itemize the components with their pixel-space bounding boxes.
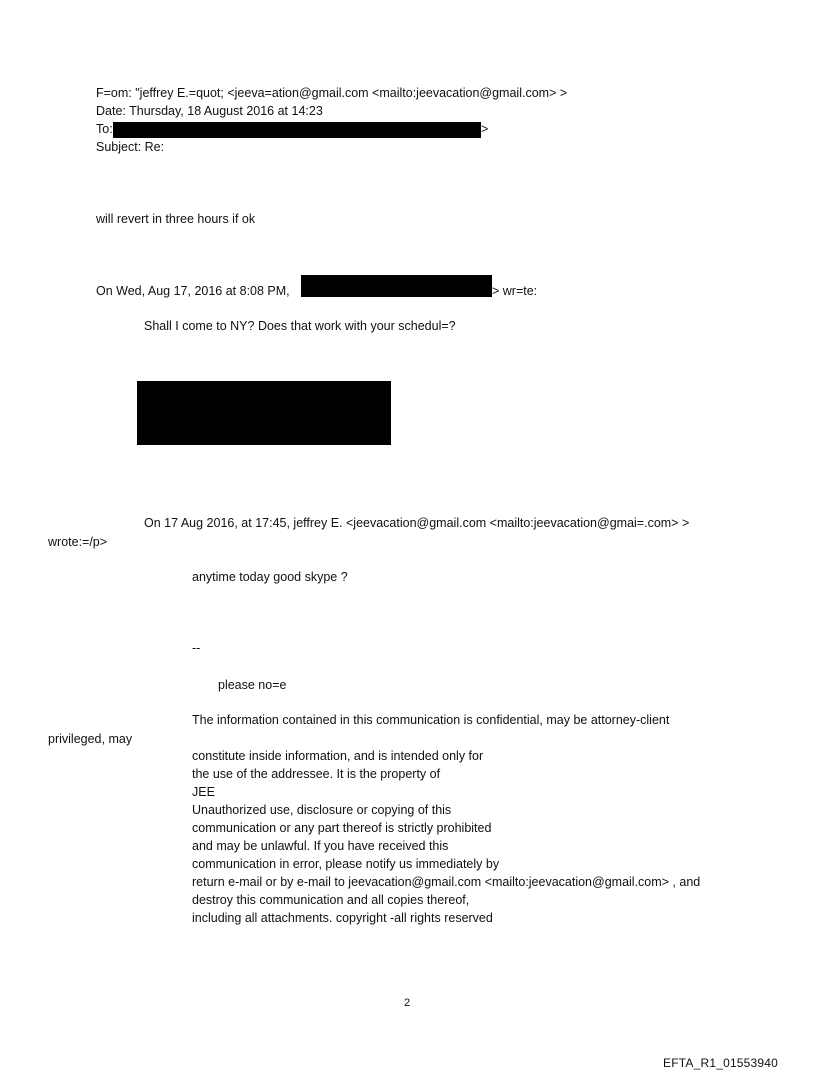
redaction-box-signature	[137, 381, 391, 445]
reply-text: will revert in three hours if ok	[96, 212, 256, 226]
page-number: 2	[404, 997, 411, 1009]
disclaimer-line: JEE	[192, 785, 215, 799]
email-to-label: To:	[96, 122, 113, 136]
disclaimer-line: communication or any part thereof is strictly prohibited	[192, 821, 492, 835]
email-to-tail: >	[481, 122, 489, 136]
email-date-line: Date: Thursday, 18 August 2016 at 14:23	[96, 104, 323, 118]
disclaimer-line: destroy this communication and all copies thereof,	[192, 893, 470, 907]
please-note-text: please no=e	[218, 678, 287, 692]
email-subject-line: Subject: Re:	[96, 140, 165, 154]
disclaimer-first-line: The information contained in this communication is confidential, may be attorney-client	[192, 713, 670, 727]
disclaimer-line: constitute inside information, and is intended only for	[192, 749, 484, 763]
quote1-attribution-prefix: On Wed, Aug 17, 2016 at 8:08 PM,	[96, 284, 290, 298]
quote2-attribution-wrap: wrote:=/p>	[48, 535, 108, 549]
disclaimer-line: Unauthorized use, disclosure or copying of this	[192, 803, 452, 817]
disclaimer-line: return e-mail or by e-mail to jeevacation@gmail.com <mailto:jeevacation@gmail.com> , and	[192, 875, 701, 889]
email-from-line: F=om: "jeffrey E.=quot; <jeeva=ation@gmail.com <mailto:jeevacation@gmail.com> >	[96, 86, 568, 100]
quote1-attribution-suffix: > wr=te:	[492, 284, 538, 298]
quote1-text: Shall I come to NY? Does that work with your schedul=?	[144, 319, 456, 333]
quote2-text: anytime today good skype ?	[192, 570, 348, 584]
signature-dashes: --	[192, 641, 201, 655]
disclaimer-line: communication in error, please notify us immediately by	[192, 857, 500, 871]
disclaimer-line: and may be unlawful. If you have received this	[192, 839, 449, 853]
document-id: EFTA_R1_01553940	[663, 1056, 779, 1070]
redaction-box-to	[113, 122, 481, 138]
quote2-attribution: On 17 Aug 2016, at 17:45, jeffrey E. <jeevacation@gmail.com <mailto:jeevacation@gmai=.com> >	[144, 516, 690, 530]
disclaimer-line: including all attachments. copyright -all rights reserved	[192, 911, 493, 925]
redaction-box-sender	[301, 275, 492, 297]
disclaimer-line: the use of the addressee. It is the property of	[192, 767, 441, 781]
disclaimer-wrap-line: privileged, may	[48, 732, 133, 746]
